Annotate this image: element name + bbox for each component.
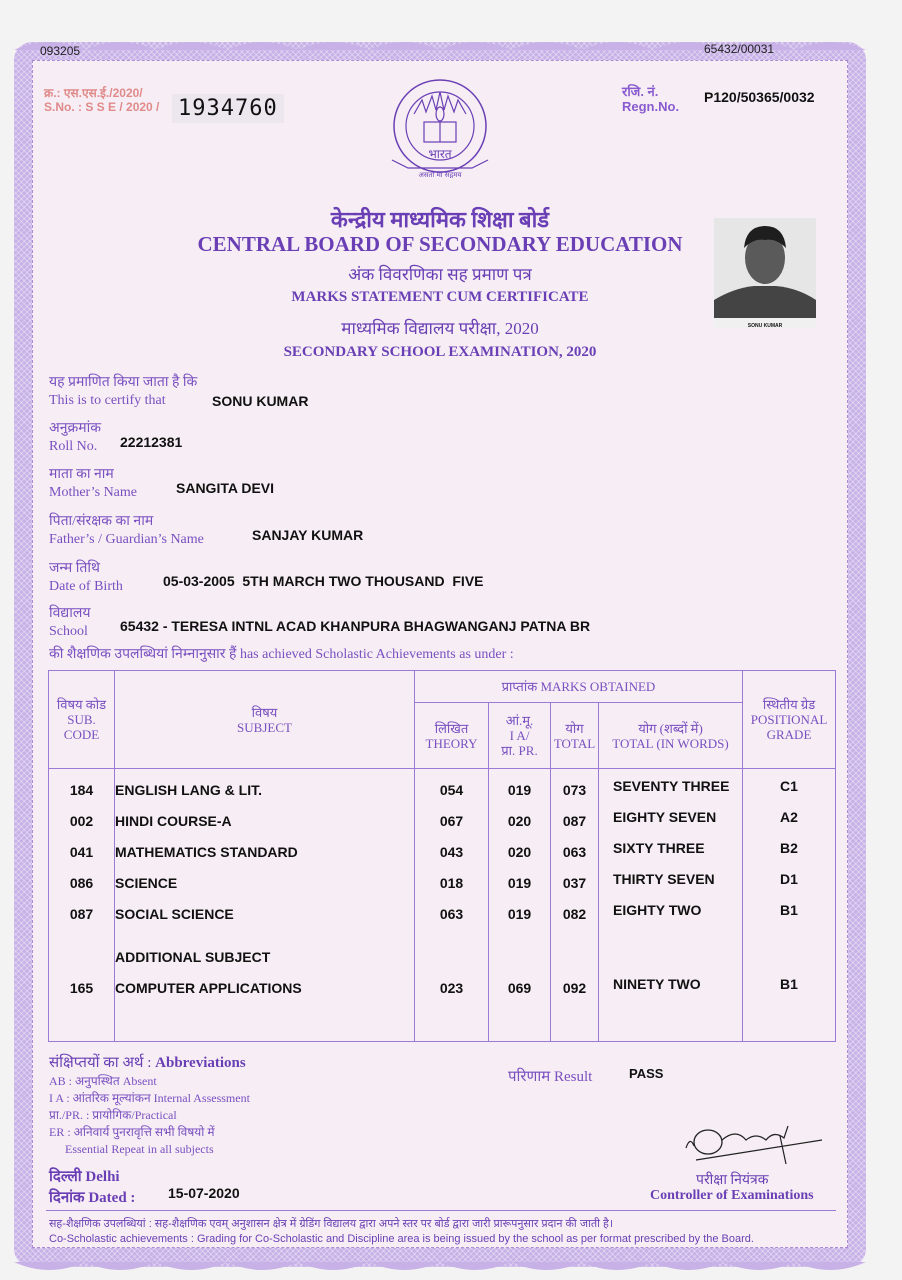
- roll-label-hindi: अनुक्रमांक: [49, 421, 101, 436]
- table-row-ia: 020: [507, 844, 532, 860]
- table-row-code: 087: [69, 906, 94, 922]
- abbreviation-er: ER : अनिवार्य पुनरावृत्ति सभी विषयो में: [49, 1125, 215, 1139]
- table-row-ia: 019: [507, 875, 532, 891]
- column-theory: [415, 769, 489, 1042]
- dob-label-hindi: जन्म तिथि: [49, 561, 100, 576]
- header-subject-english: SUBJECT: [237, 719, 292, 735]
- table-row-code: 086: [69, 875, 94, 891]
- table-row-subject: HINDI COURSE-A: [115, 813, 232, 829]
- father-label-english: Father’s / Guardian’s Name: [49, 532, 204, 547]
- certificate-title-hindi: अंक विवरणिका सह प्रमाण पत्र: [348, 265, 532, 284]
- result-value: PASS: [629, 1066, 664, 1081]
- roll-number: 22212381: [120, 434, 183, 450]
- student-photo: [714, 218, 816, 328]
- school-label: [49, 605, 90, 641]
- achievements-intro-hindi: की शैक्षणिक उपलब्धियां निम्नानुसार हैं: [49, 647, 237, 662]
- column-ia-pr: [489, 769, 551, 1042]
- place-english: Delhi: [85, 1169, 120, 1185]
- table-row-total: 087: [562, 813, 587, 829]
- achievements-intro-english: has achieved Scholastic Achievements as under :: [239, 647, 514, 662]
- student-name: SONU KUMAR: [212, 393, 309, 409]
- header-subject-hindi: विषय: [251, 704, 278, 720]
- table-row-theory: 067: [439, 813, 464, 829]
- regn-number: P120/50365/0032: [704, 89, 815, 105]
- abbreviations-title-hindi: संक्षिप्तयों का अर्थ :: [49, 1055, 152, 1071]
- mother-label: [49, 466, 137, 502]
- co-scholastic-note-english: Co-Scholastic achievements : Grading for Co-Scholastic and Discipline area is being issued by the school as per format prescribed by the Board.: [49, 1233, 754, 1245]
- table-row-subject: MATHEMATICS STANDARD: [115, 844, 298, 860]
- table-row-subject: SOCIAL SCIENCE: [115, 906, 234, 922]
- header-total-words: [599, 703, 743, 769]
- header-total: [551, 703, 599, 769]
- mother-label-english: Mother’s Name: [49, 485, 137, 500]
- table-row-ia: 019: [507, 782, 532, 798]
- place-hindi: दिल्ली: [49, 1169, 82, 1185]
- column-total: [551, 769, 599, 1042]
- scalloped-border-bottom: [14, 1262, 866, 1278]
- header-marks-english: MARKS OBTAINED: [540, 679, 656, 694]
- mother-name: SANGITA DEVI: [176, 480, 275, 496]
- header-words-english: TOTAL (IN WORDS): [612, 735, 729, 751]
- table-row-subject: ENGLISH LANG & LIT.: [115, 782, 262, 798]
- table-row-words: EIGHTY SEVEN: [613, 809, 717, 825]
- additional-subject-label: ADDITIONAL SUBJECT: [115, 949, 271, 965]
- header-grade-english-2: GRADE: [766, 727, 812, 742]
- table-row-grade: D1: [780, 871, 798, 887]
- regn-label-english: Regn.No.: [622, 99, 680, 114]
- table-row-theory: 054: [439, 782, 464, 798]
- footer-divider: [46, 1210, 836, 1211]
- header-ia-pr: [489, 703, 551, 769]
- school-name: 65432 - TERESA INTNL ACAD KHANPURA BHAGWANGANJ PATNA BR: [120, 618, 591, 634]
- table-row-code: 184: [69, 782, 94, 798]
- issue-date: 15-07-2020: [168, 1185, 240, 1201]
- controller-title-hindi: परीक्षा नियंत्रक: [696, 1173, 769, 1188]
- result-label-hindi: परिणाम: [508, 1069, 551, 1085]
- table-row-code: 041: [69, 844, 94, 860]
- header-sub-code-hindi: विषय कोड: [56, 697, 107, 712]
- board-title-hindi: केन्द्रीय माध्यमिक शिक्षा बोर्ड: [330, 207, 550, 232]
- header-marks-obtained: [415, 671, 743, 703]
- roll-label: [49, 420, 101, 456]
- column-grade: [743, 769, 836, 1042]
- table-row-ia: 069: [507, 980, 532, 996]
- header-theory-hindi: लिखित: [434, 720, 469, 736]
- column-sub-code: [49, 769, 115, 1042]
- top-right-number: 65432/00031: [704, 42, 775, 56]
- header-theory-english: THEORY: [425, 735, 478, 751]
- table-row-words: SEVENTY THREE: [613, 778, 730, 794]
- header-total-hindi: योग: [565, 720, 584, 736]
- table-row-ia: 020: [507, 813, 532, 829]
- table-row-total: 073: [562, 782, 587, 798]
- photo-caption: SONU KUMAR: [747, 323, 783, 329]
- table-row-grade: A2: [780, 809, 798, 825]
- certify-label-english: This is to certify that: [49, 393, 166, 408]
- table-row-words: SIXTY THREE: [613, 840, 705, 856]
- table-row-theory: 023: [439, 980, 464, 996]
- header-pr: प्रा. PR.: [501, 743, 538, 758]
- header-positional-grade: [743, 671, 836, 769]
- achievements-intro: [49, 646, 514, 664]
- table-row-total: 082: [562, 906, 587, 922]
- school-label-hindi: विद्यालय: [49, 606, 91, 621]
- result-label-english: Result: [554, 1069, 593, 1085]
- cbse-seal-logo: [378, 74, 502, 188]
- seal-motto-text: असतो मा सद्गमय: [418, 171, 462, 179]
- student-photo-image: [714, 218, 816, 318]
- table-row-theory: 063: [439, 906, 464, 922]
- header-ia-english: I A/: [509, 728, 530, 743]
- abbreviation-ab: AB : अनुपस्थित Absent: [49, 1074, 157, 1088]
- abbreviations-list: [49, 1073, 250, 1158]
- table-row-subject: SCIENCE: [115, 875, 178, 891]
- board-title-english: CENTRAL BOARD OF SECONDARY EDUCATION: [197, 232, 683, 256]
- certify-label-hindi: यह प्रमाणित किया जाता है कि: [49, 375, 198, 390]
- table-row-grade: B1: [780, 902, 798, 918]
- header-sub-code-english-2: CODE: [63, 727, 100, 742]
- result-label: [508, 1068, 592, 1086]
- father-label: [49, 513, 204, 549]
- dated-label: [49, 1187, 135, 1207]
- table-row-grade: C1: [780, 778, 798, 794]
- top-left-number: 093205: [40, 44, 81, 58]
- table-row-theory: 043: [439, 844, 464, 860]
- header-sub-code-english-1: SUB.: [67, 712, 96, 727]
- father-name: SANJAY KUMAR: [252, 527, 364, 543]
- header-total-english: TOTAL: [553, 735, 596, 751]
- column-total-words: [599, 769, 743, 1042]
- header-subject: [115, 671, 415, 769]
- certificate-title-english: MARKS STATEMENT CUM CERTIFICATE: [291, 289, 589, 305]
- dated-label-hindi: दिनांक: [49, 1190, 85, 1206]
- regn-label-hindi: रजि. नं.: [622, 84, 659, 99]
- header-grade-english-1: POSITIONAL: [750, 712, 828, 727]
- roll-label-english: Roll No.: [49, 439, 98, 454]
- header-words-hindi: योग (शब्दों में): [638, 720, 703, 736]
- header-marks-hindi: प्राप्तांक: [501, 679, 538, 694]
- table-row-total: 037: [562, 875, 587, 891]
- abbreviation-ia: I A : आंतरिक मूल्यांकन Internal Assessment: [49, 1091, 250, 1105]
- table-row-words: THIRTY SEVEN: [613, 871, 715, 887]
- controller-signature: [676, 1118, 826, 1168]
- table-row-total: 063: [562, 844, 587, 860]
- table-row-grade: B2: [780, 840, 798, 856]
- seal-country-text: भारत: [428, 147, 452, 161]
- table-row-ia: 019: [507, 906, 532, 922]
- exam-title-english: SECONDARY SCHOOL EXAMINATION, 2020: [283, 344, 597, 360]
- header-grade-hindi: स्थितीय ग्रेड: [762, 697, 816, 712]
- controller-title-english: Controller of Examinations: [650, 1188, 814, 1203]
- father-label-hindi: पिता/संरक्षक का नाम: [49, 514, 154, 529]
- dob-label: [49, 560, 123, 596]
- table-row-words: EIGHTY TWO: [613, 902, 702, 918]
- place: [49, 1166, 120, 1186]
- dob-label-english: Date of Birth: [49, 579, 123, 594]
- header-ia-hindi: आं.मू.: [505, 713, 534, 728]
- table-row-code: 165: [69, 980, 94, 996]
- exam-title-hindi: माध्यमिक विद्यालय परीक्षा, 2020: [341, 319, 539, 338]
- table-row-theory: 018: [439, 875, 464, 891]
- abbreviation-pr: प्रा./PR. : प्रायोगिक/Practical: [49, 1108, 177, 1122]
- date-of-birth: 05-03-2005 5TH MARCH TWO THOUSAND FIVE: [163, 573, 484, 589]
- column-subject: [115, 769, 415, 1042]
- abbreviations-title: [49, 1052, 246, 1072]
- co-scholastic-note-hindi: सह-शैक्षणिक उपलब्धियां : सह-शैक्षणिक एवम् अनुशासन क्षेत्र में ग्रेडिंग विद्यालय द्वारा अपने स्तर पर बोर्ड द्वारा जारी प्रारूपनुसार प्रदान की जाती है।: [49, 1218, 614, 1230]
- certify-label: [49, 374, 197, 410]
- table-row-grade: B1: [780, 976, 798, 992]
- table-row-subject: COMPUTER APPLICATIONS: [115, 980, 302, 996]
- dated-label-english: Dated :: [88, 1190, 136, 1206]
- school-label-english: School: [49, 624, 88, 639]
- abbreviation-er-english: Essential Repeat in all subjects: [65, 1142, 214, 1156]
- table-row-total: 092: [562, 980, 587, 996]
- table-row-code: 002: [69, 813, 94, 829]
- serial-label: [44, 86, 159, 114]
- serial-label-english: S.No. : S S E / 2020 /: [44, 100, 160, 114]
- header-sub-code: [49, 671, 115, 769]
- table-row-words: NINETY TWO: [613, 976, 701, 992]
- abbreviations-title-english: Abbreviations: [155, 1055, 246, 1071]
- header-theory: [415, 703, 489, 769]
- marks-table: [48, 670, 836, 1042]
- serial-number: 1934760: [172, 94, 284, 123]
- regn-label: [622, 84, 679, 114]
- serial-label-hindi: क्र.: एस.एस.ई./2020/: [44, 86, 143, 100]
- mother-label-hindi: माता का नाम: [49, 467, 114, 482]
